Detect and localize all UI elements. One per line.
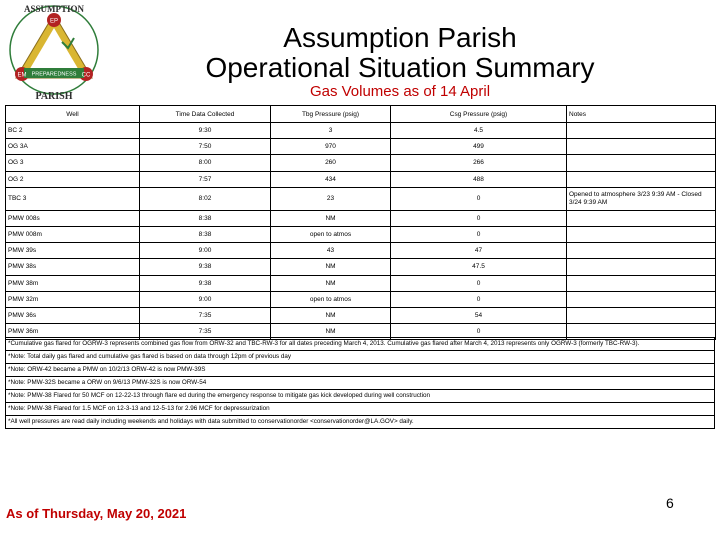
cell-time: 7:35 bbox=[140, 307, 271, 323]
col-header-tbg: Tbg Pressure (psig) bbox=[271, 106, 391, 123]
cell-tbg: NM bbox=[271, 324, 391, 340]
cell-well: PMW 008m bbox=[6, 226, 140, 242]
cell-csg: 0 bbox=[391, 275, 567, 291]
cell-notes bbox=[567, 226, 716, 242]
cell-notes bbox=[567, 139, 716, 155]
cell-tbg: NM bbox=[271, 275, 391, 291]
cell-notes bbox=[567, 291, 716, 307]
cell-csg: 488 bbox=[391, 171, 567, 187]
cell-time: 9:00 bbox=[140, 291, 271, 307]
cell-time: 8:00 bbox=[140, 155, 271, 171]
as-of-date: As of Thursday, May 20, 2021 bbox=[6, 506, 187, 521]
cell-tbg: 23 bbox=[271, 187, 391, 210]
cell-well: PMW 38s bbox=[6, 259, 140, 275]
cell-notes bbox=[567, 123, 716, 139]
note-row bbox=[6, 338, 715, 351]
note-text: *Note: PMW-38 Flared for 50 MCF on 12-22-13 through flare ed during the emergency response to mitigate gas kick developed during well construction bbox=[6, 390, 715, 403]
col-header-csg: Csg Pressure (psig) bbox=[391, 106, 567, 123]
cell-well: TBC 3 bbox=[6, 187, 140, 210]
cell-time: 8:38 bbox=[140, 210, 271, 226]
cell-well: PMW 39s bbox=[6, 243, 140, 259]
cell-csg: 54 bbox=[391, 307, 567, 323]
cell-notes bbox=[567, 275, 716, 291]
gas-volumes-table bbox=[5, 105, 716, 340]
cell-tbg: 970 bbox=[271, 139, 391, 155]
cell-well: OG 3 bbox=[6, 155, 140, 171]
cell-csg: 0 bbox=[391, 226, 567, 242]
logo-cc-text: CC bbox=[81, 72, 91, 79]
cell-well: PMW 36m bbox=[6, 324, 140, 340]
cell-notes: Opened to atmosphere 3/23 9:39 AM - Closed 3/24 9:39 AM bbox=[567, 187, 716, 210]
cell-well: OG 3A bbox=[6, 139, 140, 155]
note-row bbox=[6, 416, 715, 429]
cell-notes bbox=[567, 171, 716, 187]
cell-time: 8:02 bbox=[140, 187, 271, 210]
note-row bbox=[6, 377, 715, 390]
cell-tbg: 3 bbox=[271, 123, 391, 139]
cell-notes bbox=[567, 307, 716, 323]
cell-well: PMW 36s bbox=[6, 307, 140, 323]
cell-well: PMW 32m bbox=[6, 291, 140, 307]
notes-table bbox=[5, 337, 715, 429]
cell-csg: 266 bbox=[391, 155, 567, 171]
table-row bbox=[6, 291, 716, 307]
page-title-line1: Assumption Parish bbox=[283, 22, 517, 53]
table-row bbox=[6, 187, 716, 210]
cell-csg: 4.5 bbox=[391, 123, 567, 139]
cell-notes bbox=[567, 259, 716, 275]
note-text: *Note: ORW-42 became a PMW on 10/2/13 ORW-42 is now PMW-39S bbox=[6, 364, 715, 377]
table-header-row bbox=[6, 106, 716, 123]
page-number: 6 bbox=[666, 495, 674, 511]
cell-time: 9:30 bbox=[140, 123, 271, 139]
col-header-time: Time Data Collected bbox=[140, 106, 271, 123]
table-row bbox=[6, 210, 716, 226]
note-row bbox=[6, 364, 715, 377]
cell-well: PMW 38m bbox=[6, 275, 140, 291]
cell-well: BC 2 bbox=[6, 123, 140, 139]
note-text: *Cumulative gas flared for OGRW-3 represents combined gas flow from ORW-32 and TBC-RW-3 for all dates preceding March 4, 2013. Cumulative gas flared after March 4, 2013 represents only OGRW-3 (formerly TBC-RW-3). bbox=[6, 338, 715, 351]
note-text: *Note: Total daily gas flared and cumulative gas flared is based on data through 12pm of previous day bbox=[6, 351, 715, 364]
cell-tbg: 434 bbox=[271, 171, 391, 187]
page-title-line2: Operational Situation Summary bbox=[205, 52, 595, 83]
table-row bbox=[6, 307, 716, 323]
cell-csg: 0 bbox=[391, 210, 567, 226]
cell-csg: 499 bbox=[391, 139, 567, 155]
table-row bbox=[6, 275, 716, 291]
cell-tbg: open to atmos bbox=[271, 291, 391, 307]
col-header-well: Well bbox=[6, 106, 140, 123]
table-row bbox=[6, 123, 716, 139]
parish-logo bbox=[4, 2, 104, 102]
cell-well: PMW 008s bbox=[6, 210, 140, 226]
logo-top-text: ASSUMPTION bbox=[23, 4, 85, 14]
logo-band-text: PREPAREDNESS bbox=[31, 71, 77, 78]
page-subtitle: Gas Volumes as of 14 April bbox=[309, 83, 491, 100]
cell-tbg: NM bbox=[271, 210, 391, 226]
table-row bbox=[6, 171, 716, 187]
cell-time: 9:38 bbox=[140, 275, 271, 291]
note-text: *Note: PMW-38 Flared for 1.5 MCF on 12-3-13 and 12-5-13 for 2.96 MCF for depressurization bbox=[6, 403, 715, 416]
cell-notes bbox=[567, 155, 716, 171]
table-row bbox=[6, 259, 716, 275]
table-row bbox=[6, 226, 716, 242]
cell-time: 9:38 bbox=[140, 259, 271, 275]
cell-csg: 0 bbox=[391, 324, 567, 340]
logo-ep-text: EP bbox=[49, 18, 59, 25]
table-row bbox=[6, 139, 716, 155]
logo-bottom-text: PARISH bbox=[35, 91, 73, 102]
cell-notes bbox=[567, 210, 716, 226]
cell-tbg: open to atmos bbox=[271, 226, 391, 242]
cell-tbg: NM bbox=[271, 259, 391, 275]
cell-time: 7:35 bbox=[140, 324, 271, 340]
cell-tbg: 43 bbox=[271, 243, 391, 259]
cell-well: OG 2 bbox=[6, 171, 140, 187]
table-row bbox=[6, 155, 716, 171]
note-row bbox=[6, 390, 715, 403]
note-row bbox=[6, 351, 715, 364]
cell-csg: 47.5 bbox=[391, 259, 567, 275]
cell-time: 7:50 bbox=[140, 139, 271, 155]
cell-csg: 47 bbox=[391, 243, 567, 259]
cell-tbg: 260 bbox=[271, 155, 391, 171]
note-row bbox=[6, 403, 715, 416]
logo-em-text: EM bbox=[17, 72, 27, 79]
note-text: *Note: PMW-32S became a ORW on 9/6/13 PMW-32S is now ORW-54 bbox=[6, 377, 715, 390]
col-header-notes: Notes bbox=[567, 106, 716, 123]
cell-time: 9:00 bbox=[140, 243, 271, 259]
cell-csg: 0 bbox=[391, 291, 567, 307]
note-text: *All well pressures are read daily including weekends and holidays with data submitted to conservationorder <conservationorder@LA.GOV> daily. bbox=[6, 416, 715, 429]
cell-csg: 0 bbox=[391, 187, 567, 210]
table-row bbox=[6, 243, 716, 259]
cell-tbg: NM bbox=[271, 307, 391, 323]
cell-time: 7:57 bbox=[140, 171, 271, 187]
cell-notes bbox=[567, 243, 716, 259]
cell-time: 8:38 bbox=[140, 226, 271, 242]
